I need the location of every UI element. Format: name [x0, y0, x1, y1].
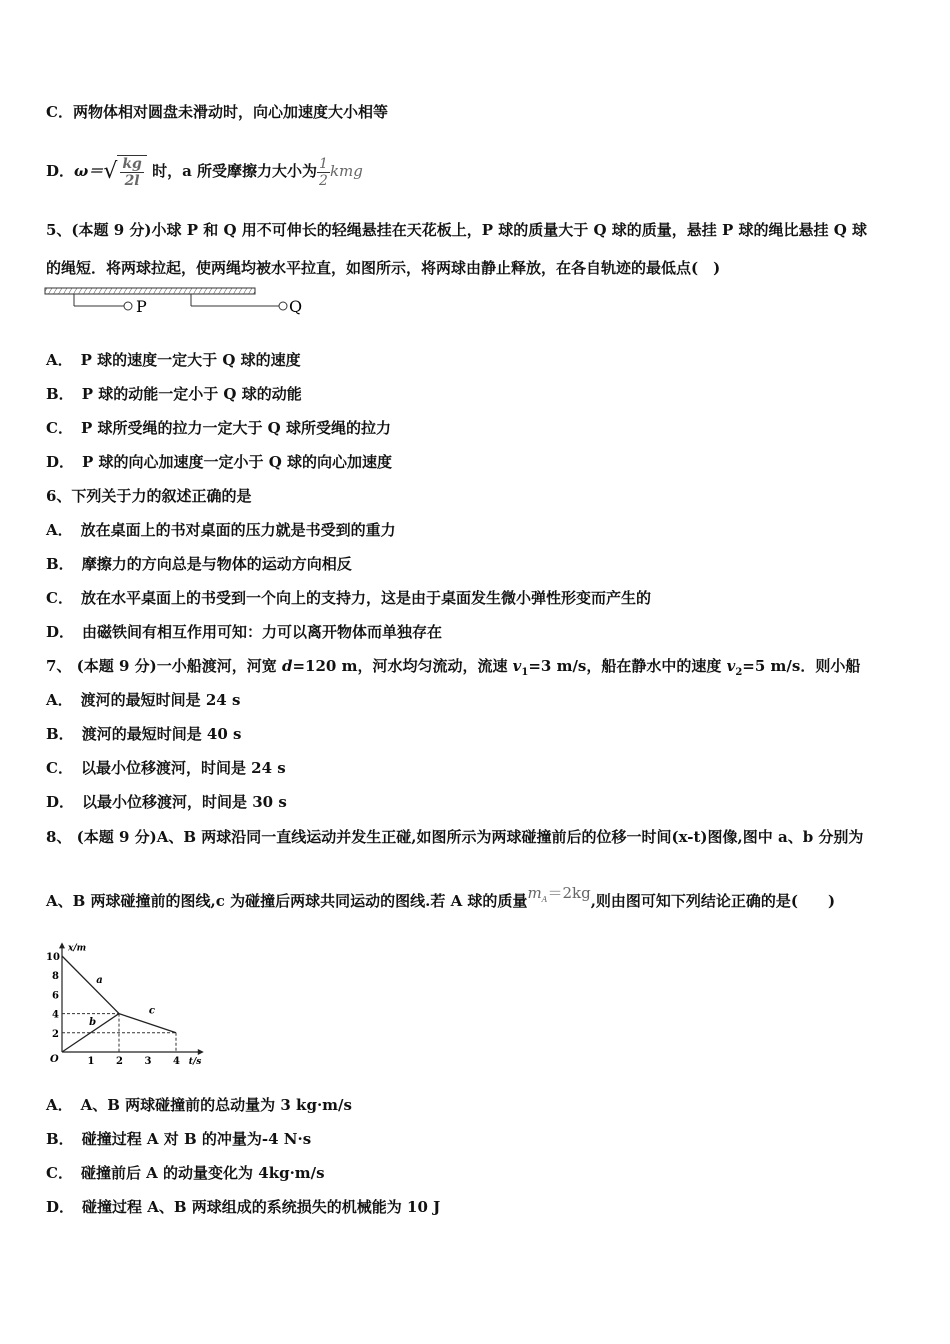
q5-option-d: D． P 球的向心加速度一定小于 Q 球的向心加速度 [46, 453, 393, 471]
x-tick-label: 1 [87, 1056, 95, 1067]
q6-option-c: C． 放在水平桌面上的书受到一个向上的支持力，这是由于桌面发生微小弹性形变而产生的 [46, 589, 651, 607]
p-label: P [136, 297, 147, 316]
q7-option-a: A． 渡河的最短时间是 24 s [46, 691, 241, 709]
option-letter: C． [46, 103, 73, 121]
q7-stem: 7、 (本题 9 分)一小船渡河，河宽 d=120 m，河水均匀流动，流速 $v_1=3$ m/s，船在静水中的速度 $v_2=5$ m/s．则小船 [46, 657, 861, 678]
series-a-label: a [96, 974, 103, 986]
q6-option-d: D． 由磁铁间有相互作用可知：力可以离开物体而单独存在 [46, 623, 443, 641]
q5-option-b: B． P 球的动能一定小于 Q 球的动能 [46, 385, 302, 403]
q-label: Q [289, 297, 303, 316]
q5-stem-line1: 5、(本题 9 分)小球 P 和 Q 用不可伸长的轻绳悬挂在天花板上，P 球的质量大于 Q 球的质量，悬挂 P 球的绳比悬挂 Q 球 [46, 221, 867, 239]
option-text: 两物体相对圆盘未滑动时，向心加速度大小相等 [72, 103, 388, 121]
series-a-line [62, 956, 119, 1014]
kmg-term: kmg [329, 162, 363, 180]
omega-symbol: ω＝ [74, 162, 104, 180]
q6-stem: 6、下列关于力的叙述正确的是 [46, 487, 252, 505]
pendulum-figure [44, 284, 314, 318]
ceiling [45, 288, 255, 294]
q7-option-c: C． 以最小位移渡河，时间是 24 s [46, 759, 286, 777]
q8-stem-line1: 8、 (本题 9 分)A、B 两球沿同一直线运动并发生正碰,如图所示为两球碰撞前后的位移一时间(x-t)图像,图中 a、b 分别为 [46, 828, 864, 846]
q4-option-d [46, 149, 363, 194]
q8-option-c: C． 碰撞前后 A 的动量变化为 4kg·m/s [46, 1164, 325, 1182]
q-ball [279, 302, 287, 310]
q8-option-b: B． 碰撞过程 A 对 B 的冲量为-4 N·s [46, 1130, 312, 1148]
y-tick-label: 10 [46, 952, 60, 963]
q5-option-c: C． P 球所受绳的拉力一定大于 Q 球所受绳的拉力 [46, 419, 391, 437]
y-tick-label: 6 [52, 990, 59, 1002]
series-c-line [119, 1014, 176, 1033]
q7-option-d: D． 以最小位移渡河，时间是 30 s [46, 793, 287, 811]
sqrt-fraction: $\frac{kg}{2l}$ [117, 155, 147, 189]
q5-option-a: A． P 球的速度一定大于 Q 球的速度 [46, 351, 301, 369]
y-tick-label: 4 [52, 1009, 59, 1021]
x-tick-label: 3 [144, 1056, 152, 1067]
xt-chart [40, 930, 200, 1070]
y-axis-arrow [59, 942, 65, 948]
q8-stem-line2: A、B 两球碰撞前的图线,c 为碰撞后两球共同运动的图线.若 A 球的质量$m_A=2kg$,则由图可知下列结论正确的是( ) [46, 884, 836, 910]
q7-option-b: B． 渡河的最短时间是 40 s [46, 725, 242, 743]
q4-option-c [46, 101, 388, 123]
q8-option-a: A． A、B 两球碰撞前的总动量为 3 kg·m/s [46, 1096, 352, 1114]
x-axis-label: t/s [188, 1057, 202, 1067]
option-letter: D． [46, 162, 75, 180]
x-tick-label: 4 [173, 1056, 180, 1067]
series-c-label: c [148, 1005, 156, 1017]
half-fraction: $\frac{1}{2}$ [319, 155, 328, 189]
y-tick-label: 8 [52, 971, 59, 983]
series-b-label: b [89, 1017, 97, 1029]
option-text: 时，a 所受摩擦力大小为 [152, 162, 318, 180]
y-tick-label: 2 [52, 1028, 59, 1040]
q6-option-b: B． 摩擦力的方向总是与物体的运动方向相反 [46, 555, 352, 573]
mass-expression: $m_A=2kg$ [527, 884, 591, 904]
q6-option-a: A． 放在桌面上的书对桌面的压力就是书受到的重力 [46, 521, 396, 539]
y-axis-label: x/m [68, 943, 87, 954]
origin-label: O [50, 1054, 59, 1065]
x-tick-label: 2 [116, 1056, 123, 1067]
x-axis-arrow [198, 1049, 204, 1055]
q8-option-d: D． 碰撞过程 A、B 两球组成的系统损失的机械能为 10 J [46, 1198, 441, 1216]
q5-stem-line2: 的绳短．将两球拉起，使两绳均被水平拉直，如图所示，将两球由静止释放，在各自轨迹的最低点( ) [46, 259, 721, 277]
p-ball [124, 302, 132, 310]
sqrt-sign: √ [103, 159, 118, 184]
